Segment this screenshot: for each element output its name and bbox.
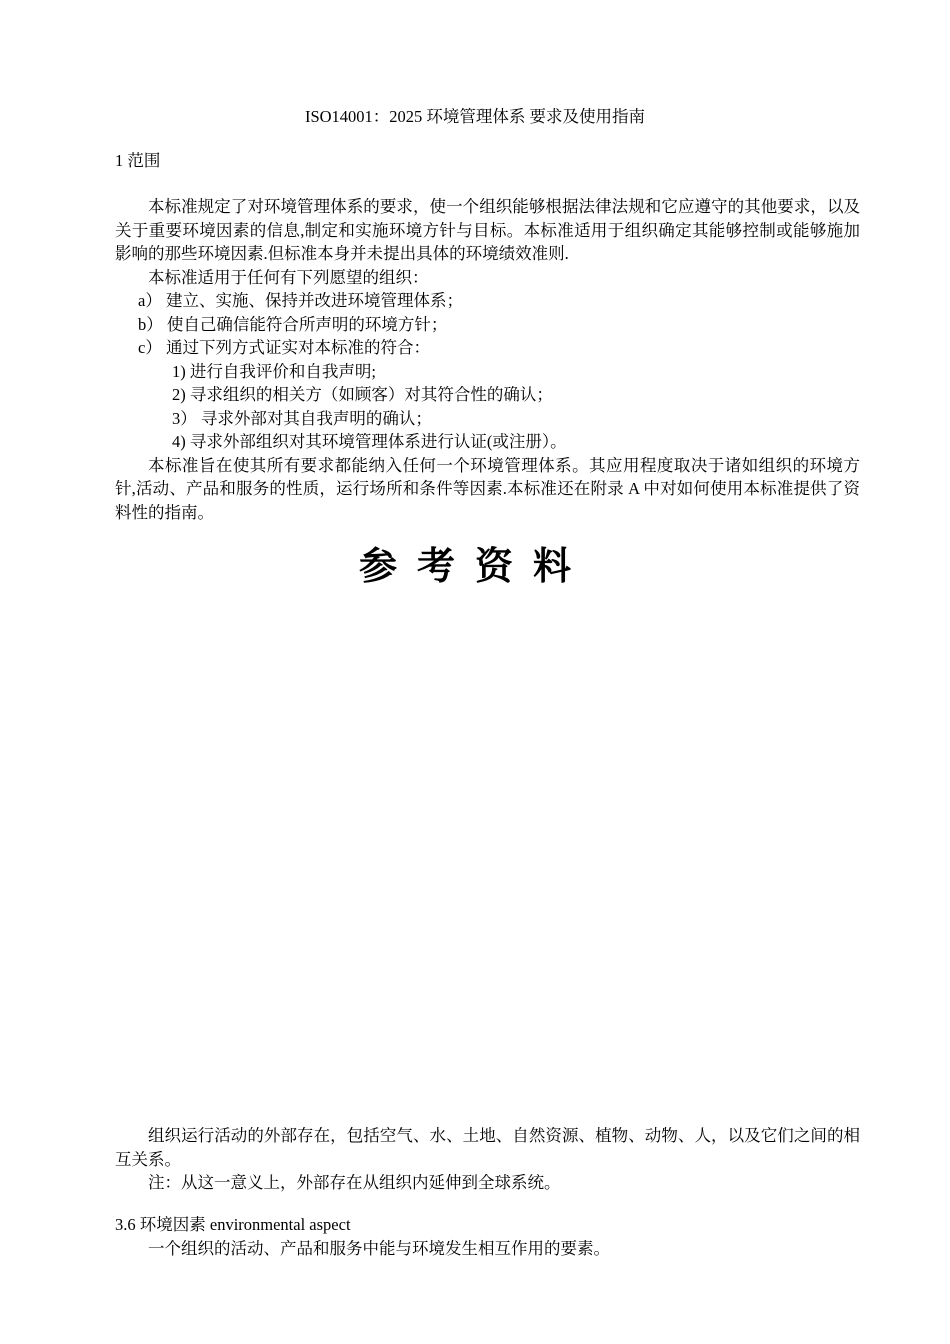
sub-item-3: 3） 寻求外部对其自我声明的确认； [172, 408, 432, 428]
scope-paragraph-3: 本标准旨在使其所有要求都能纳入任何一个环境管理体系。其应用程度取决于诸如组织的环境方针,活动、产品和服务的性质，运行场所和条件等因素.本标准还在附录 A 中对如何使用本标准提供了资料性的指南。 [115, 455, 860, 522]
list-item-a: a） 建立、实施、保持并改进环境管理体系； [138, 291, 463, 310]
reference-material-stamp: 参考资料 [358, 544, 591, 588]
environment-note: 注：从这一意义上，外部存在从组织内延伸到全球系统。 [148, 1173, 561, 1192]
sub-item-1: 1) 进行自我评价和自我声明; [172, 361, 376, 381]
sub-item-4: 4) 寻求外部组织对其环境管理体系进行认证(或注册）。 [172, 432, 567, 451]
list-item-c: c） 通过下列方式证实对本标准的符合： [138, 338, 430, 357]
environmental-aspect-body [115, 1237, 860, 1261]
scope-paragraph-1: 本标准规定了对环境管理体系的要求，使一个组织能够根据法律法规和它应遵守的其他要求，以及关于重要环境因素的信息,制定和实施环境方针与目标。本标准适用于组织确定其能够控制或能够施加影响的那些环境因素.但标准本身并未提出具体的环境绩效准则. [115, 197, 860, 263]
scope-body [115, 195, 860, 524]
environmental-aspect-definition: 一个组织的活动、产品和服务中能与环境发生相互作用的要素。 [148, 1239, 610, 1258]
environment-definition-paragraph: 组织运行活动的外部存在，包括空气、水、土地、自然资源、植物、动物、人，以及它们之间的相互关系。 [115, 1126, 860, 1169]
section-3-6-heading: 3.6 环境因素 environmental aspect [115, 1215, 351, 1234]
environment-definition-body [115, 1124, 860, 1195]
scope-paragraph-2: 本标准适用于任何有下列愿望的组织： [148, 267, 429, 287]
section-1-heading: 1 范围 [115, 151, 161, 170]
list-item-b: b） 使自己确信能符合所声明的环境方针； [138, 314, 448, 334]
sub-item-2: 2) 寻求组织的相关方（如顾客）对其符合性的确认； [172, 385, 553, 404]
document-title: ISO14001：2025 环境管理体系 要求及使用指南 [304, 107, 646, 126]
